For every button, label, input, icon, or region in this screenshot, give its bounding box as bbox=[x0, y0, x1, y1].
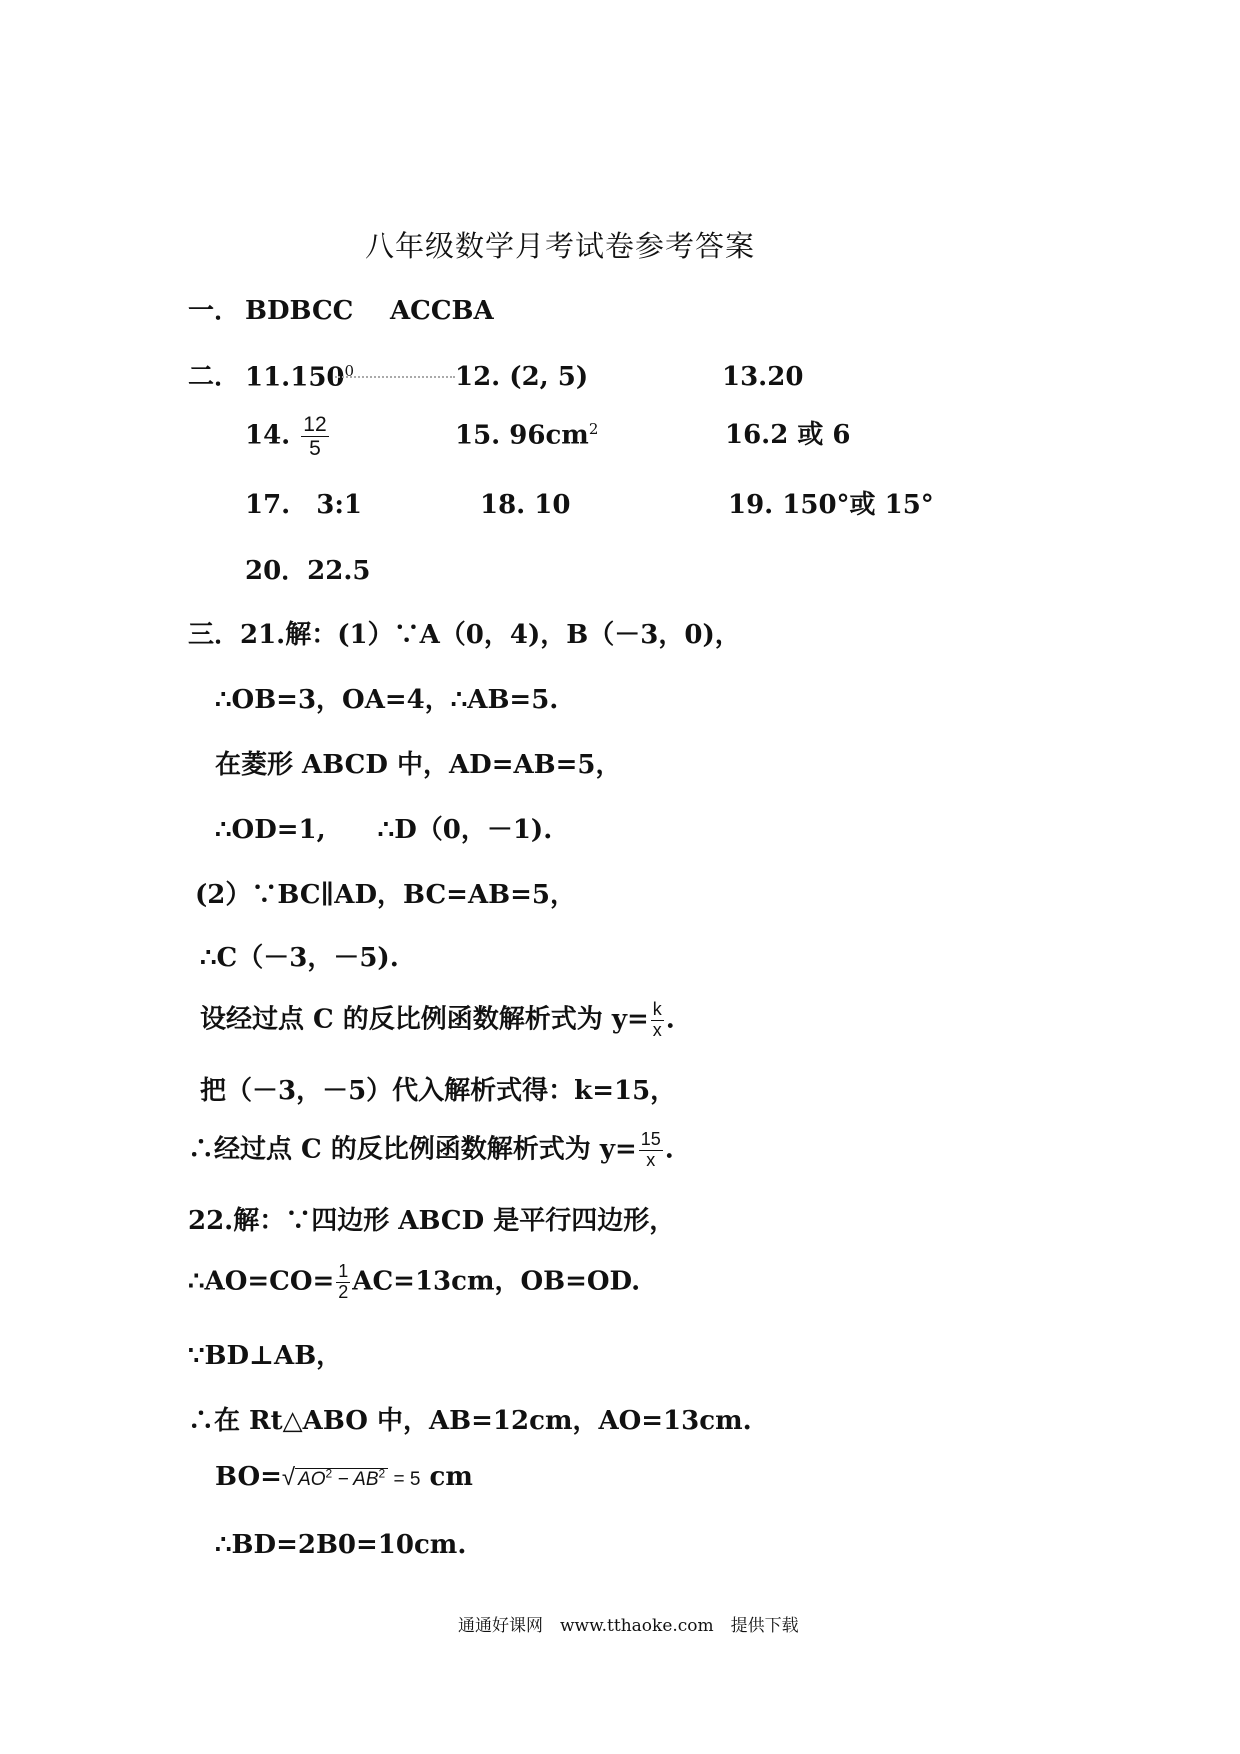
line11-fraction bbox=[336, 1262, 350, 1303]
sqrt-result: = 5 bbox=[388, 1469, 421, 1490]
solution-21-line9 bbox=[188, 1130, 674, 1171]
solution-22-line3: ∵BD⊥AB， bbox=[188, 1341, 343, 1371]
answer-14-prefix: 14. bbox=[245, 420, 291, 451]
fraction-denominator: 5 bbox=[309, 437, 321, 461]
answer-16: 16.2 或 6 bbox=[725, 420, 851, 450]
solution-21-line6: ∴C（－3，－5). bbox=[200, 943, 399, 973]
answer-15 bbox=[455, 422, 598, 449]
fraction-numerator: 1 bbox=[338, 1261, 349, 1281]
fraction-denominator: 2 bbox=[338, 1281, 349, 1302]
radicand-ao: AO bbox=[298, 1469, 326, 1490]
line11-text: ∴AO=CO= bbox=[188, 1266, 335, 1297]
solution-21-line7 bbox=[200, 1000, 675, 1041]
answer-12: 12. (2, 5) bbox=[455, 362, 589, 392]
solution-21-line5: (2）∵BC∥AD，BC=AB=5， bbox=[195, 880, 576, 910]
solution-22-line6: ∴BD=2B0=10cm. bbox=[215, 1530, 467, 1560]
line14-unit: cm bbox=[420, 1462, 473, 1492]
line7-suffix: . bbox=[665, 1004, 675, 1035]
line14-text: BO= bbox=[215, 1462, 282, 1492]
answer-19: 19. 150°或 15° bbox=[728, 490, 934, 520]
solution-22-line5 bbox=[215, 1464, 473, 1490]
footer-credit: 通通好课网 www.tthaoke.com 提供下载 bbox=[458, 1616, 799, 1636]
radical-sign: √ bbox=[281, 1464, 296, 1491]
answer-11-degree: 0 bbox=[344, 362, 355, 380]
answer-17: 17. 3:1 bbox=[245, 490, 363, 520]
line9-fraction bbox=[639, 1130, 663, 1171]
exponent-1: 2 bbox=[325, 1466, 333, 1481]
square-root-expression bbox=[282, 1466, 421, 1490]
solution-21-line8: 把（－3，－5）代入解析式得：k=15， bbox=[200, 1076, 677, 1106]
radicand bbox=[295, 1468, 388, 1490]
answer-20: 20．22.5 bbox=[245, 556, 371, 586]
dotted-leader bbox=[335, 376, 455, 378]
line9-suffix: . bbox=[664, 1134, 674, 1165]
fraction-numerator: 12 bbox=[303, 413, 327, 436]
line7-fraction bbox=[651, 1000, 664, 1041]
solution-22-line4: ∴在 Rt△ABO 中，AB=12cm，AO=13cm. bbox=[188, 1406, 752, 1436]
part1-group1: BDBCC bbox=[245, 296, 354, 326]
solution-21-line1: 三．21.解：(1）∵A（0，4)，B（－3，0)， bbox=[188, 620, 741, 650]
radicand-ab: − AB bbox=[332, 1469, 379, 1490]
answer-18: 18. 10 bbox=[480, 490, 571, 520]
fraction-denominator: x bbox=[646, 1149, 656, 1170]
line9-text: ∴经过点 C 的反比例函数解析式为 y= bbox=[188, 1134, 637, 1165]
line11-suffix: AC=13cm，OB=OD. bbox=[352, 1266, 641, 1297]
solution-21-line4: ∴OD=1, ∴D（0，－1). bbox=[215, 815, 553, 845]
answer-15-text: 15. 96cm bbox=[455, 420, 589, 451]
part1-label: 一． bbox=[188, 296, 241, 326]
solution-21-line3: 在菱形 ABCD 中，AD=AB=5， bbox=[215, 750, 622, 780]
answer-15-superscript: 2 bbox=[588, 420, 599, 438]
page-title: 八年级数学月考试卷参考答案 bbox=[365, 229, 756, 263]
fraction-numerator: k bbox=[652, 999, 662, 1019]
answer-11-text: 11.150 bbox=[245, 362, 345, 393]
answer-14-fraction bbox=[301, 413, 328, 460]
fraction-denominator: x bbox=[652, 1019, 662, 1040]
part1-group2: ACCBA bbox=[390, 296, 494, 326]
solution-22-line2 bbox=[188, 1262, 640, 1303]
answer-13: 13.20 bbox=[722, 362, 804, 392]
line7-text: 设经过点 C 的反比例函数解析式为 y= bbox=[200, 1004, 649, 1035]
answer-14 bbox=[245, 413, 331, 460]
part2-label: 二． bbox=[188, 362, 241, 392]
solution-22-line1: 22.解：∵四边形 ABCD 是平行四边形， bbox=[188, 1206, 676, 1236]
exponent-2: 2 bbox=[378, 1466, 386, 1481]
fraction-numerator: 15 bbox=[640, 1129, 661, 1149]
solution-21-line2: ∴OB=3，OA=4，∴AB=5. bbox=[215, 685, 559, 715]
